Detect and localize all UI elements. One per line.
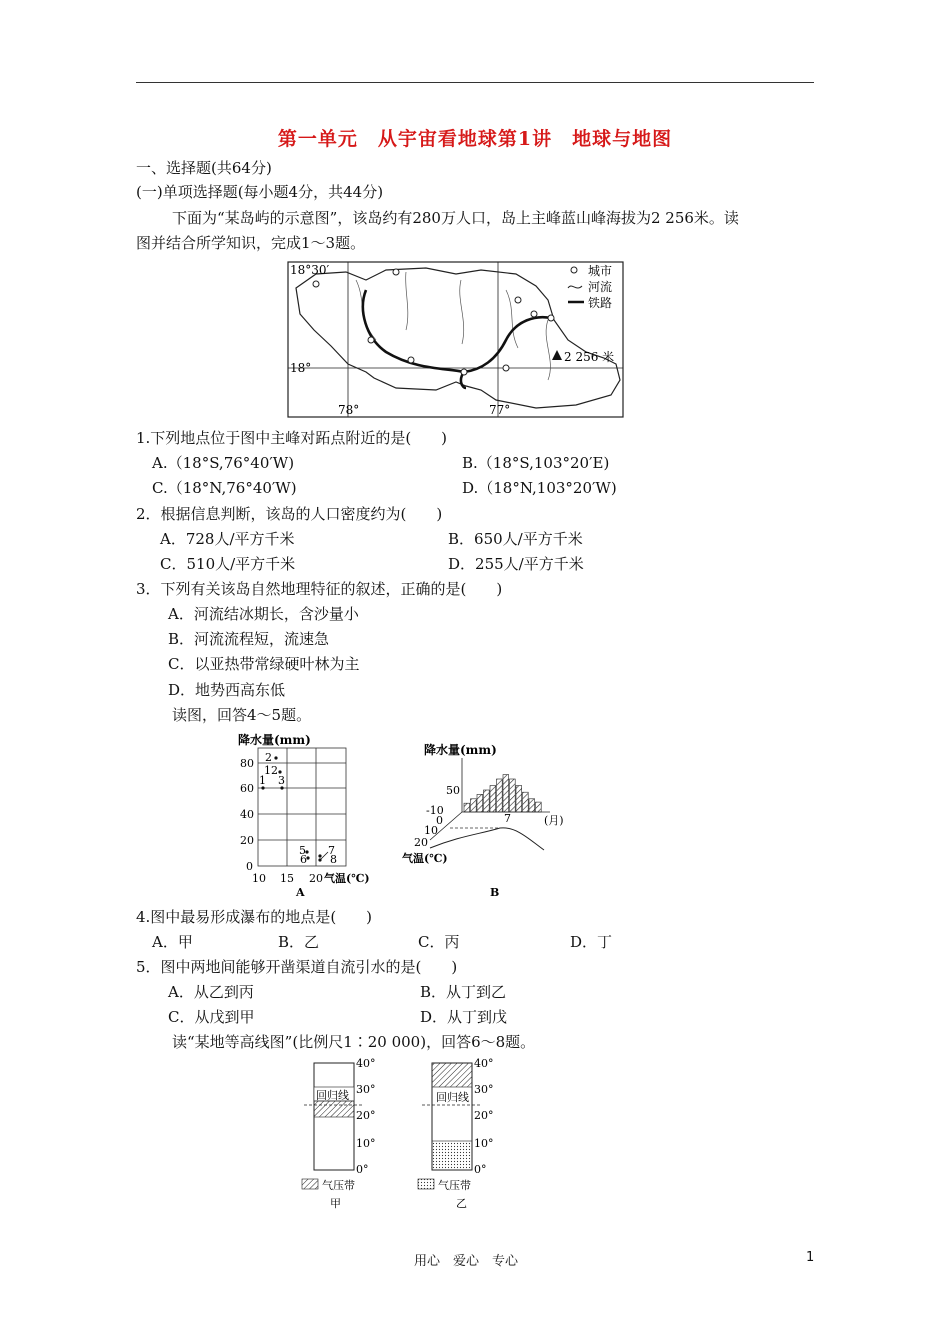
legend-swatch-icon (418, 1179, 434, 1189)
chart-a-xlabel: 气温(℃) (324, 872, 370, 885)
island-map (286, 260, 626, 422)
lat-label: 18°30′ (290, 263, 330, 277)
page-title: 第一单元 从宇宙看地球第1讲 地球与地图 (277, 128, 673, 150)
header-rule (136, 82, 814, 83)
precip-bar (497, 779, 503, 812)
option-a: A．728人/平方千米 (160, 530, 295, 548)
precip-bar (477, 794, 483, 812)
question-stem: 4.图中最易形成瀑布的地点是( ) (136, 908, 373, 926)
precip-bar (516, 786, 522, 812)
ytick: 20 (240, 834, 254, 847)
temp-tick: 10 (424, 824, 438, 837)
peak-icon (552, 350, 562, 360)
temp-tick: -10 (426, 804, 444, 817)
point-label: 5 (299, 844, 306, 857)
lat-tick: 30° (474, 1083, 494, 1096)
point-label: 2 (265, 751, 272, 764)
legend-label: 气压带 (322, 1179, 355, 1192)
lat-tick: 10° (474, 1137, 494, 1150)
lat-tick: 40° (356, 1057, 376, 1070)
xtick: 10 (252, 872, 266, 885)
option-a: A．从乙到丙 (168, 983, 254, 1001)
data-point (274, 756, 277, 759)
lat-tick: 0° (474, 1163, 487, 1176)
subsection-heading: (一)单项选择题(每小题4分，共44分) (136, 183, 384, 201)
precip-bar (503, 775, 509, 812)
legend-swatch-icon (302, 1179, 318, 1189)
ytick: 80 (240, 757, 254, 770)
pressure-belt-a (296, 1055, 396, 1215)
chart-b-caption: B (490, 886, 500, 899)
ytick: 40 (240, 808, 254, 821)
lat-tick: 0° (356, 1163, 369, 1176)
chart-b (400, 740, 580, 900)
temp-tick: 0 (436, 814, 443, 827)
legend-rail: 铁路 (588, 296, 613, 310)
point-label: 7 (328, 844, 335, 857)
lat-tick: 30° (356, 1083, 376, 1096)
option-d: D．从丁到戊 (420, 1008, 508, 1026)
point-label: 3 (278, 774, 285, 787)
tropic-label: 回归线 (316, 1089, 349, 1102)
precip-bar (490, 786, 496, 812)
legend-label: 气压带 (438, 1179, 471, 1192)
chart-a (236, 730, 386, 900)
lat-tick: 10° (356, 1137, 376, 1150)
option-b: B.（18°S,103°20′E) (462, 454, 610, 472)
legend-city: 城市 (588, 264, 613, 278)
xtick: 20 (309, 872, 323, 885)
xtick: 15 (280, 872, 294, 885)
river-icon (568, 286, 582, 288)
lat-tick: 20° (474, 1109, 494, 1122)
precip-bar (464, 803, 470, 812)
lon-label: 78° (338, 403, 360, 417)
question-stem: 1.下列地点位于图中主峰对跖点附近的是( ) (136, 429, 448, 447)
intro-text: 下面为“某岛屿的示意图”，该岛约有280万人口，岛上主峰蓝山峰海拔为2 256米。读 (172, 209, 739, 227)
legend-river: 河流 (588, 280, 613, 294)
option-c: C.（18°N,76°40′W) (152, 479, 297, 497)
page-number: 1 (806, 1250, 815, 1265)
option-a: A．河流结冰期长，含沙量小 (168, 605, 359, 623)
option-b: B．从丁到乙 (420, 983, 507, 1001)
precip-bars (464, 775, 541, 812)
option-b: B．650人/平方千米 (448, 530, 583, 548)
chart-b-ylabel: 降水量(mm) (424, 743, 497, 757)
diagram-caption: 乙 (456, 1197, 467, 1210)
lon-label: 77° (489, 403, 511, 417)
option-c: C．510人/平方千米 (160, 555, 296, 573)
peak-label: 2 256 米 (564, 350, 615, 364)
option-c: C．以亚热带常绿硬叶林为主 (168, 655, 360, 673)
option-d: D．255人/平方千米 (448, 555, 584, 573)
chart-a-ylabel: 降水量(mm) (238, 733, 311, 747)
point-label: 8 (330, 853, 337, 866)
option-a: A．甲 (152, 933, 193, 951)
lat-tick: 40° (474, 1057, 494, 1070)
intro-text: 图并结合所学知识，完成1～3题。 (136, 234, 366, 252)
precip-bar (510, 779, 516, 812)
option-c: C．从戊到甲 (168, 1008, 255, 1026)
question-stem: 3．下列有关该岛自然地理特征的叙述，正确的是( ) (136, 580, 503, 598)
option-b: B．乙 (278, 933, 320, 951)
intro-text: 读“某地等高线图”(比例尺1∶20 000)，回答6～8题。 (172, 1033, 536, 1051)
precip-bar (471, 799, 477, 812)
question-stem: 2．根据信息判断，该岛的人口密度约为( ) (136, 505, 443, 523)
point-label: 12 (264, 764, 278, 777)
option-c: C．丙 (418, 933, 460, 951)
option-a: A.（18°S,76°40′W) (152, 454, 295, 472)
section-heading: 一、选择题(共64分) (136, 159, 272, 177)
footer-motto: 用心 爱心 专心 (414, 1254, 519, 1269)
precip-bar (529, 799, 535, 812)
pressure-belt-b (414, 1055, 514, 1215)
question-stem: 5．图中两地间能够开凿渠道自流引水的是( ) (136, 958, 458, 976)
temp-tick: 20 (414, 836, 428, 849)
point-label: 1 (259, 774, 266, 787)
option-d: D．地势西高东低 (168, 681, 286, 699)
precip-bar (536, 802, 542, 812)
ytick: 60 (240, 782, 254, 795)
diagram-caption: 甲 (330, 1197, 341, 1210)
temp-label: 气温(℃) (402, 852, 448, 865)
point-label: 6 (300, 853, 307, 866)
tropic-label: 回归线 (436, 1091, 469, 1104)
option-b: B．河流流程短，流速急 (168, 630, 330, 648)
precip-bar (484, 790, 490, 812)
month-label: (月) (544, 814, 564, 827)
option-d: D．丁 (570, 933, 613, 951)
lat-tick: 20° (356, 1109, 376, 1122)
month-tick: 7 (504, 812, 511, 825)
option-d: D.（18°N,103°20′W) (462, 479, 617, 497)
ytick: 50 (446, 784, 460, 797)
precip-bar (523, 792, 529, 812)
lat-label: 18° (290, 361, 312, 375)
chart-a-caption: A (296, 886, 305, 899)
ytick: 0 (246, 860, 253, 873)
city-icon (571, 267, 577, 273)
intro-text: 读图，回答4～5题。 (172, 706, 312, 724)
data-point (318, 854, 321, 857)
